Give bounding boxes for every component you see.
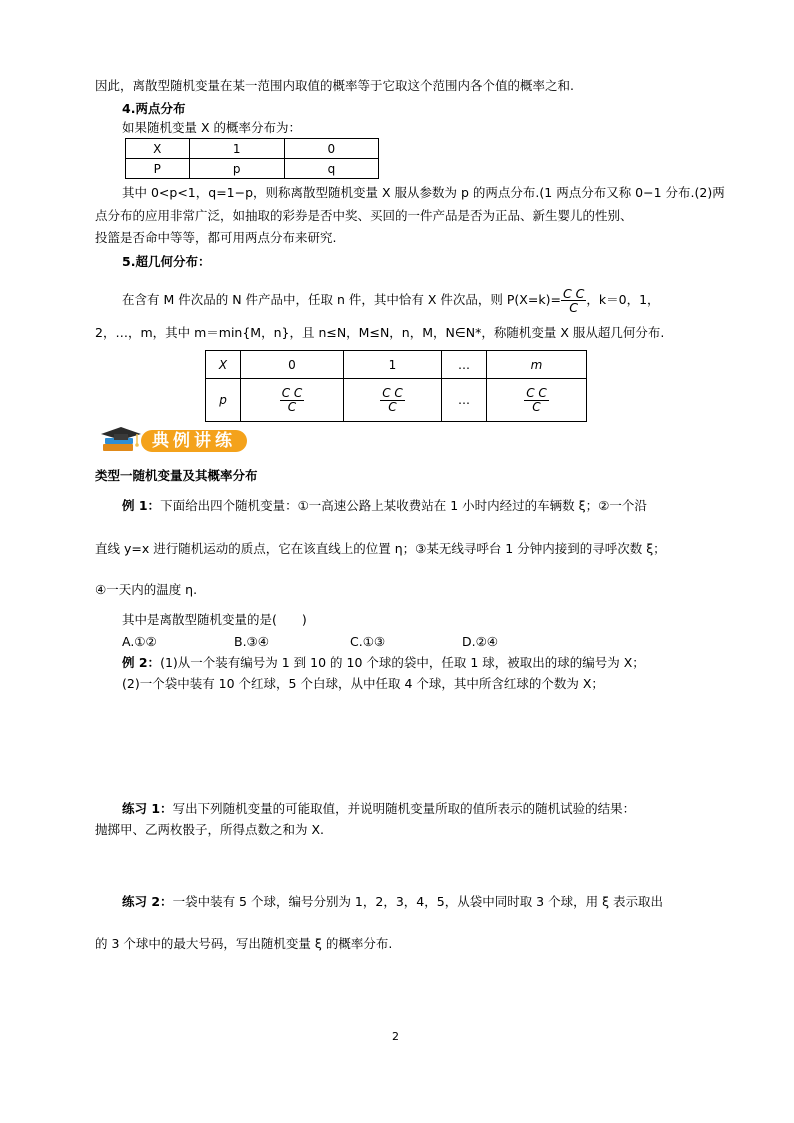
table-cell: 1 xyxy=(189,139,284,159)
fraction-numerator: C C xyxy=(382,385,403,400)
fraction-denominator: C xyxy=(532,399,541,414)
ex1-question: 其中是离散型随机变量的是( ) xyxy=(122,612,307,627)
ex1-text-1: 下面给出四个随机变量：①一高速公路上某收费站在 1 小时内经过的车辆数 ξ；②一个沿 xyxy=(160,498,647,513)
practice2-line-1 xyxy=(122,893,663,911)
two-point-lead: 如果随机变量 X 的概率分布为： xyxy=(122,120,302,135)
ex1-label: 例 1： xyxy=(122,498,161,513)
table-cell: P xyxy=(126,159,190,179)
table-cell: X xyxy=(206,351,241,379)
hypergeo-line-2: 2，…，m，其中 m＝min{M，n}，且 n≤N，M≤N，n，M，N∈N*，称随机变量 X 服从超几何分布. xyxy=(95,325,665,340)
table-cell: p xyxy=(206,379,241,422)
two-point-text-1: 其中 0<p<1，q=1−p，则称离散型随机变量 X 服从参数为 p 的两点分布.(1 两点分布又称 0−1 分布.(2)两 xyxy=(122,185,725,200)
table-cell: p xyxy=(189,159,284,179)
hypergeo-heading: 5.超几何分布： xyxy=(122,254,211,269)
ex2-line-1 xyxy=(122,654,645,672)
table-fraction xyxy=(280,387,305,414)
banner-label: 典例讲练 xyxy=(141,430,247,452)
two-point-text-2: 点分布的应用非常广泛，如抽取的彩券是否中奖、买回的一件产品是否为正品、新生婴儿的性别、 xyxy=(95,208,633,223)
table-cell: 0 xyxy=(284,139,378,159)
table-cell: q xyxy=(284,159,378,179)
table-row xyxy=(126,139,379,159)
page-number: 2 xyxy=(392,1030,399,1043)
practice2-label: 练习 2： xyxy=(122,894,173,909)
ex2-line-2: (2)一个袋中装有 10 个红球，5 个白球，从中任取 4 个球，其中所含红球的个数为 X； xyxy=(122,676,604,691)
table-cell xyxy=(487,379,587,422)
table-fraction xyxy=(524,387,549,414)
section-banner xyxy=(97,424,257,454)
fraction-numerator: C C xyxy=(562,286,585,301)
hypergeo-line-1 xyxy=(122,287,660,314)
ex1-option-c: C.①③ xyxy=(350,634,386,649)
fraction-denominator: C xyxy=(569,300,579,315)
table-cell: 1 xyxy=(344,351,442,379)
table-cell: … xyxy=(442,351,487,379)
practice1-label: 练习 1： xyxy=(122,801,173,816)
table-cell xyxy=(241,379,344,422)
table-cell: X xyxy=(126,139,190,159)
two-point-table xyxy=(125,138,379,179)
ex1-option-b: B.③④ xyxy=(234,634,269,649)
table-row xyxy=(206,379,587,422)
hypergeo-line-1-prefix: 在含有 M 件次品的 N 件产品中，任取 n 件，其中恰有 X 件次品，则 P(X=k)= xyxy=(122,292,561,307)
table-cell xyxy=(344,379,442,422)
table-row xyxy=(126,159,379,179)
hypergeo-table xyxy=(205,350,587,422)
practice2-text-1: 一袋中装有 5 个球，编号分别为 1，2，3，4，5，从袋中同时取 3 个球，用 ξ 表示取出 xyxy=(172,894,664,909)
ex1-option-d: D.②④ xyxy=(462,634,499,649)
table-cell: … xyxy=(442,379,487,422)
practice2-line-2: 的 3 个球中的最大号码，写出随机变量 ξ 的概率分布. xyxy=(95,936,393,951)
practice1-line-1 xyxy=(122,800,635,818)
practice1-line-2: 抛掷甲、乙两枚骰子，所得点数之和为 X. xyxy=(95,822,325,837)
table-fraction xyxy=(380,387,405,414)
fraction-denominator: C xyxy=(287,399,297,414)
hypergeo-line-1-suffix: ，k＝0，1， xyxy=(586,292,660,307)
table-row xyxy=(206,351,587,379)
ex2-text-1: (1)从一个装有编号为 1 到 10 的 10 个球的袋中，任取 1 球，被取出的球的编号为 X； xyxy=(160,655,645,670)
ex1-line-3: ④一天内的温度 η. xyxy=(95,582,198,597)
ex1-line-2: 直线 y=x 进行随机运动的质点，它在该直线上的位置 η；③某无线寻呼台 1 分钟内接到的寻呼次数 ξ； xyxy=(95,541,666,556)
two-point-heading: 4.两点分布 xyxy=(122,101,186,116)
type1-heading: 类型一随机变量及其概率分布 xyxy=(95,468,258,483)
practice1-text-1: 写出下列随机变量的可能取值，并说明随机变量所取的值所表示的随机试验的结果： xyxy=(172,801,636,816)
ex1-option-a: A.①② xyxy=(122,634,157,649)
two-point-text-3: 投篮是否命中等等，都可用两点分布来研究. xyxy=(95,230,337,245)
ex2-label: 例 2： xyxy=(122,655,161,670)
fraction-numerator: C C xyxy=(526,385,547,400)
fraction-denominator: C xyxy=(388,399,397,414)
fraction-numerator: C C xyxy=(281,385,303,400)
ex1-line-1 xyxy=(122,497,647,515)
graduation-cap-icon xyxy=(97,424,145,456)
table-cell: 0 xyxy=(241,351,344,379)
table-cell: m xyxy=(487,351,587,379)
hypergeo-fraction xyxy=(561,287,586,314)
intro-line: 因此，离散型随机变量在某一范围内取值的概率等于它取这个范围内各个值的概率之和. xyxy=(95,78,574,93)
